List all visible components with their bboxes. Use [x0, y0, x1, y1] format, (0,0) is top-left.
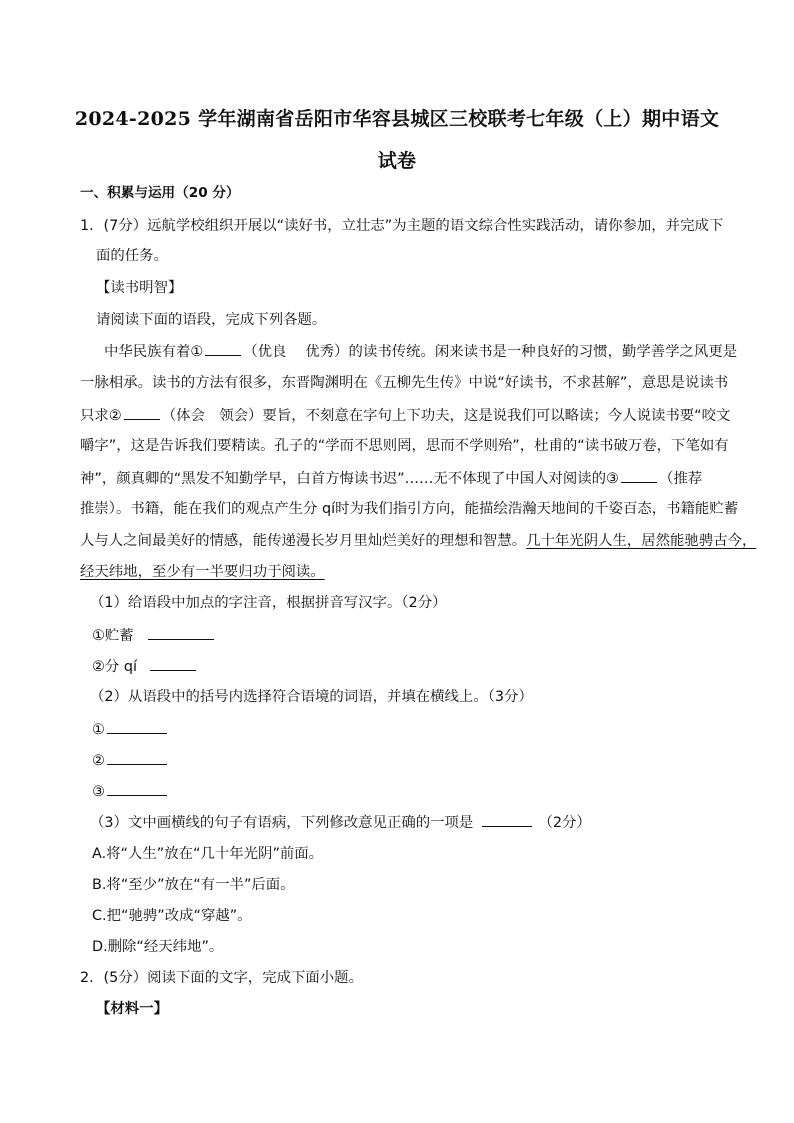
passage-line4: 嚼字”，这是告诉我们要精读。孔子的“学而不思则罔，思而不学则殆”，杜甫的“读书破万卷，下笔如有 [80, 438, 729, 454]
passage-line7-a: 人与人之间最美好的情感，能传递漫长岁月里灿烂美好的理想和智慧。 [80, 533, 527, 549]
passage-line1-a: 中华民族有着① [104, 344, 204, 360]
underlined-sentence-part1: 几十年光阴人生，居然能驰骋古今， [526, 533, 757, 549]
passage-line3-b: （体会 领会）要旨，不刻意在字句上下功夫，这是说我们可以略读；今人说读书要“咬文 [161, 408, 731, 424]
passage-line2: 一脉相承。读书的方法有很多，东晋陶渊明在《五柳先生传》中说“好读书，不求甚解”，意思是说读书 [80, 375, 729, 391]
sub2-prompt: （2）从语段中的括号内选择符合语境的词语，并填在横线上。（3分） [90, 689, 533, 705]
section-heading: 一、积累与运用（20 分） [80, 185, 240, 201]
passage-line7 [80, 531, 756, 551]
underlined-sentence-part2: 经天纬地，至少有一半要归功于阅读。 [80, 564, 325, 580]
passage-line5-b: （推荐 [658, 471, 703, 487]
sub2-item-c [92, 781, 169, 802]
q1-instruction: 请阅读下面的语段，完成下列各题。 [96, 312, 327, 328]
q1-tag: 【读书明智】 [96, 280, 183, 296]
option-d: D.删除“经天纬地”。 [92, 939, 224, 955]
sub3-prompt-text: （3）文中画横线的句子有语病，下列修改意见正确的一项是 [90, 815, 474, 831]
passage-line5-a: 神”，颜真卿的“黑发不知勤学早，白首方悔读书迟”……无不体现了中国人对阅读的③ [80, 471, 619, 487]
sub1-item-b [92, 656, 198, 677]
sub1-answer-a[interactable] [148, 625, 214, 640]
option-b: B.将“至少”放在“有一半”后面。 [92, 877, 295, 893]
sub2-item-b [92, 750, 169, 771]
q2-material-tag: 【材料一】 [96, 1001, 168, 1017]
q2-stem: 2．(5分）阅读下面的文字，完成下面小题。 [80, 970, 363, 986]
sub1-item-a [92, 625, 216, 646]
q1-stem-line2: 面的任务。 [96, 248, 168, 264]
passage-line3-a: 只求② [80, 408, 122, 424]
sub2-item-a-label: ① [92, 722, 105, 738]
sub3-score: （2分） [538, 815, 591, 831]
sub2-answer-b[interactable] [107, 750, 167, 765]
sub1-item-b-label: ②分 qí [92, 659, 137, 675]
option-a: A.将“人生”放在“几十年光阴”前面。 [92, 846, 324, 862]
passage-line1 [104, 341, 737, 362]
q1-stem-line1: 1．(7分）远航学校组织开展以“读好书，立壮志”为主题的语文综合性实践活动，请你参加，并完成下 [80, 218, 724, 234]
sub2-answer-a[interactable] [107, 719, 167, 734]
sub2-item-a [92, 719, 169, 740]
sub3-prompt [90, 812, 591, 833]
option-c: C.把“驰骋”改成“穿越”。 [92, 908, 252, 924]
passage-line3 [80, 405, 730, 426]
sub2-item-b-label: ② [92, 753, 105, 769]
sub2-item-c-label: ③ [92, 784, 105, 800]
blank-3[interactable] [621, 468, 657, 483]
passage-line1-b: （优良 优秀）的读书传统。闲来读书是一种良好的习惯，勤学善学之风更是 [243, 344, 738, 360]
sub3-answer[interactable] [482, 812, 532, 827]
sub1-prompt: （1）给语段中加点的字注音，根据拼音写汉字。（2分） [90, 595, 447, 611]
sub1-item-a-label: ①贮蓄 [92, 628, 134, 644]
sub1-answer-b[interactable] [150, 656, 196, 671]
sub2-answer-c[interactable] [107, 781, 167, 796]
blank-2[interactable] [124, 405, 160, 420]
passage-line5 [80, 468, 702, 489]
exam-title-line1: 2024-2025 学年湖南省岳阳市华容县城区三校联考七年级（上）期中语文 [74, 108, 720, 130]
passage-line6: 推崇）。书籍，能在我们的观点产生分 qí时为我们指引方向，能描绘浩瀚天地间的千姿百态，书籍能贮蓄 [80, 501, 739, 517]
blank-1[interactable] [205, 341, 241, 356]
exam-title-line2: 试卷 [377, 150, 417, 172]
